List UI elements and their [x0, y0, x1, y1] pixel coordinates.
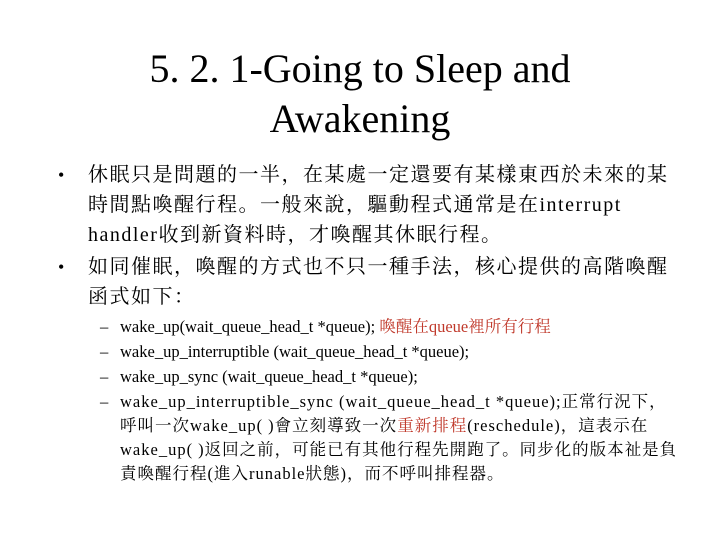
function-signature: wake_up_interruptible (wait_queue_head_t *queue); — [120, 342, 470, 361]
sub-note: 正常行況下，呼叫一次wake_up( )會立刻導致一次 — [120, 392, 667, 435]
sub-item — [100, 365, 680, 389]
dash-icon: – — [100, 317, 109, 336]
dash-icon: – — [100, 342, 109, 361]
sub-note-tail: (reschedule)，這表示在wake_up( )返回之前，可能已有其他行程先開跑了。同步化的版本祉是負責喚醒行程(進入runable狀態)，而不呼叫排程器。 — [120, 416, 678, 483]
function-signature: wake_up_interruptible_sync (wait_queue_head_t *queue); — [120, 392, 562, 411]
sub-list — [100, 315, 680, 487]
bullet-text: 如同催眠，喚醒的方式也不只一種手法，核心提供的高階喚醒函式如下： — [88, 256, 669, 308]
sub-item — [100, 390, 680, 486]
bullet-icon: • — [58, 165, 66, 185]
sub-item — [100, 315, 680, 339]
bullet-icon: • — [58, 257, 66, 277]
slide-title — [60, 44, 660, 144]
bullet-item — [56, 252, 686, 312]
dash-icon: – — [100, 392, 109, 411]
title-line-2: Awakening — [269, 96, 451, 141]
function-signature: wake_up(wait_queue_head_t *queue); — [120, 317, 376, 336]
dash-icon: – — [100, 367, 109, 386]
function-signature: wake_up_sync (wait_queue_head_t *queue); — [120, 367, 418, 386]
bullet-text: 休眠只是問題的一半，在某處一定還要有某樣東西於未來的某時間點喚醒行程。一般來說，驅動程式通常是在interrupt handler收到新資料時，才喚醒其休眠行程。 — [88, 164, 669, 246]
bullet-item — [56, 160, 686, 250]
sub-item — [100, 340, 680, 364]
title-line-1: 5. 2. 1-Going to Sleep and — [149, 46, 571, 91]
highlight-text: 重新排程 — [397, 416, 468, 435]
bullet-list — [56, 160, 686, 314]
sub-note: 喚醒在queue裡所有行程 — [379, 317, 551, 336]
